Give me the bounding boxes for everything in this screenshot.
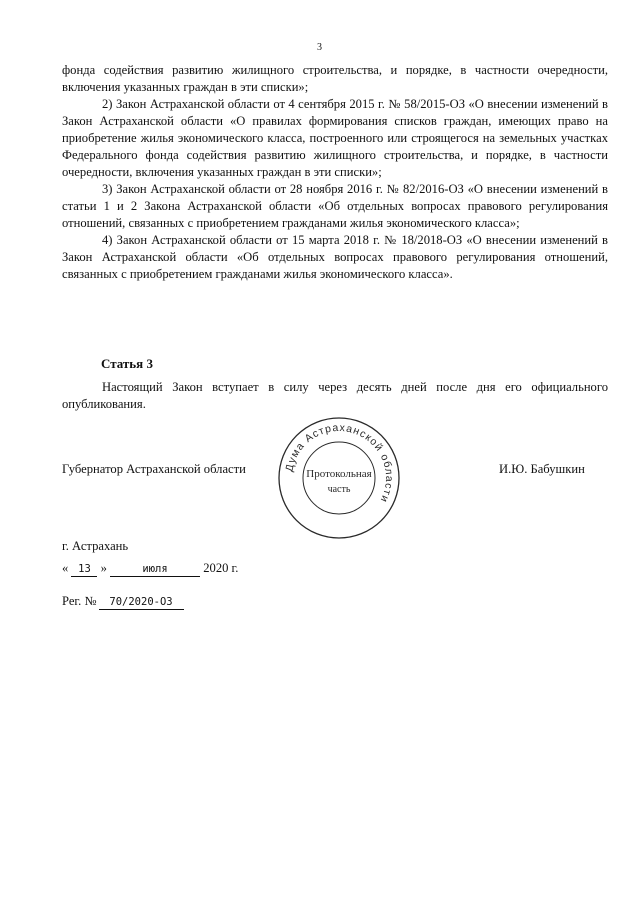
paragraph-item-4: 4) Закон Астраханской области от 15 марта 2018 г. № 18/2018-ОЗ «О внесении изменений в Закон Астраханской области «Об отдельных вопросах правового регулирования отношений, связанных с приобретением гражданами жилья экономического класса». xyxy=(62,233,608,281)
signing-date xyxy=(62,561,238,577)
date-open-quote: « xyxy=(62,561,69,575)
paragraph-item-3: 3) Закон Астраханской области от 28 ноября 2016 г. № 82/2016-ОЗ «О внесении изменений в статьи 1 и 2 Закона Астраханской области «Об отдельных вопросах правового регулирования отношений, связанных с приобретением гражданами жилья экономического класса»; xyxy=(62,182,608,230)
date-day: 13 xyxy=(71,563,97,577)
date-close-quote: » xyxy=(100,561,107,575)
stamp-center-line1: Протокольная xyxy=(306,468,372,480)
paragraph-item-2: 2) Закон Астраханской области от 4 сентября 2015 г. № 58/2015-ОЗ «О внесении изменений в Закон Астраханской области «О правилах формирования списков граждан, имеющих право на приобретение жилья экономического класса, построенного или строящегося на земельных участках Федерального фонда содействия развитию жилищного строительства, и порядке, в частности очередности, включения указанных граждан в эти списки»; xyxy=(62,97,608,179)
article-heading: Статья 3 xyxy=(101,356,153,371)
stamp-ring-text: Дума Астраханской области xyxy=(283,421,396,505)
registration-number: 70/2020-ОЗ xyxy=(99,596,184,610)
article-body: Настоящий Закон вступает в силу через десять дней после дня его официального опубликования. xyxy=(62,380,608,411)
article-text xyxy=(62,379,608,413)
governor-name: И.Ю. Бабушкин xyxy=(499,462,585,476)
city: г. Астрахань xyxy=(62,539,129,553)
governor-title: Губернатор Астраханской области xyxy=(62,462,246,476)
page-number: 3 xyxy=(317,42,322,53)
official-stamp xyxy=(276,415,402,541)
law-list xyxy=(62,62,608,283)
paragraph-continuation: фонда содействия развитию жилищного строительства, и порядке, в частности очередности, включения указанных граждан в эти списки»; xyxy=(62,63,608,94)
date-year: 2020 г. xyxy=(203,561,239,575)
registration-label: Рег. № xyxy=(62,594,97,608)
stamp-center-line2: часть xyxy=(327,484,351,495)
date-month: июля xyxy=(110,563,200,577)
registration-line xyxy=(62,594,184,610)
